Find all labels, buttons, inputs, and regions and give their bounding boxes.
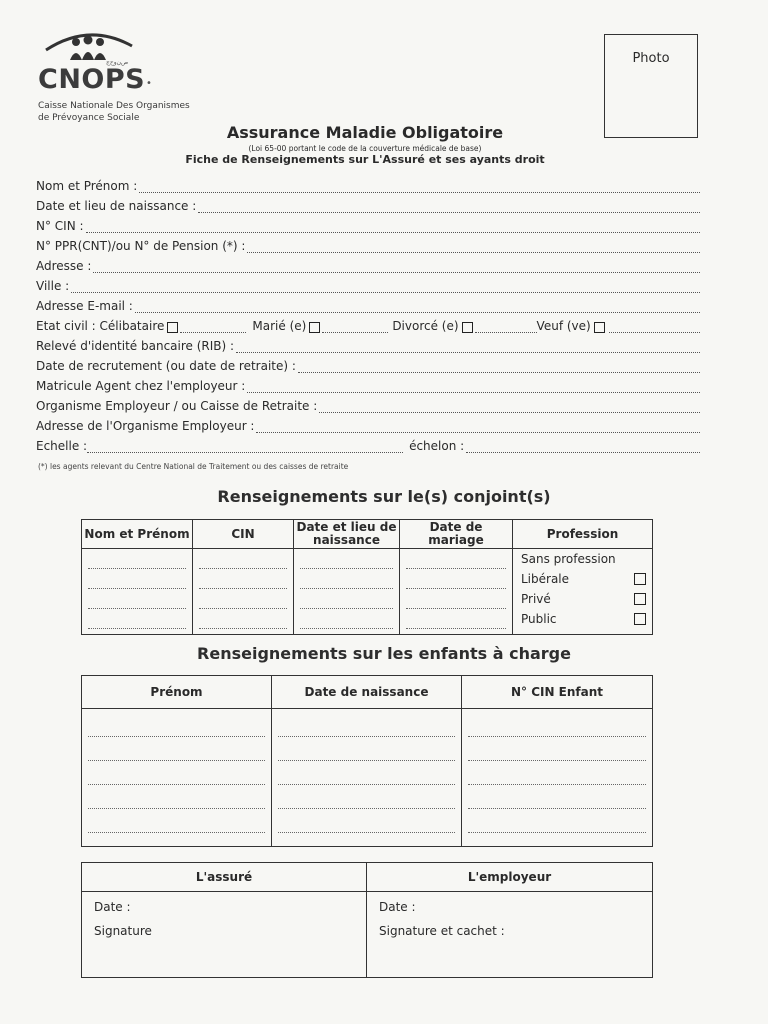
profession-liberale[interactable]: Libérale	[513, 569, 652, 589]
children-section-title: Renseignements sur les enfants à charge	[197, 644, 571, 663]
celibataire-checkbox[interactable]	[167, 322, 178, 333]
assure-date-label: Date :	[94, 900, 131, 914]
spouse-header-naissance: Date et lieu de naissance	[294, 520, 400, 549]
profession-public[interactable]: Public	[513, 609, 652, 629]
children-table	[81, 675, 653, 847]
spouse-section-title: Renseignements sur le(s) conjoint(s)	[217, 487, 551, 506]
field-cin[interactable]: N° CIN :	[36, 217, 700, 233]
liberale-checkbox[interactable]	[634, 573, 646, 585]
law-reference: (Loi 65-00 portant le code de la couverture médicale de base)	[248, 144, 482, 153]
form-subtitle: Fiche de Renseignements sur L'Assuré et ses ayants droit	[185, 153, 545, 166]
form-title: Assurance Maladie Obligatoire	[226, 123, 504, 142]
spouse-naissance-cell[interactable]	[294, 549, 400, 635]
children-header-cin: N° CIN Enfant	[462, 676, 653, 709]
public-checkbox[interactable]	[634, 613, 646, 625]
field-rib[interactable]: Relevé d'identité bancaire (RIB) :	[36, 337, 700, 353]
spouse-profession-cell	[513, 549, 653, 635]
employeur-date-label: Date :	[379, 900, 416, 914]
field-date-recrutement[interactable]: Date de recrutement (ou date de retraite) :	[36, 357, 700, 373]
spouse-header-nom: Nom et Prénom	[82, 520, 193, 549]
children-header-prenom: Prénom	[82, 676, 272, 709]
logo-text: CNOPS	[38, 64, 146, 95]
spouse-nom-cell[interactable]	[82, 549, 193, 635]
spouse-header-profession: Profession	[513, 520, 653, 549]
children-naissance-cell[interactable]	[272, 709, 462, 847]
spouse-cin-cell[interactable]	[193, 549, 294, 635]
field-adresse[interactable]: Adresse :	[36, 257, 700, 273]
employeur-signature-label: Signature et cachet :	[379, 924, 505, 938]
spouse-header-cin: CIN	[193, 520, 294, 549]
field-organisme[interactable]: Organisme Employeur / ou Caisse de Retraite :	[36, 397, 700, 413]
assure-signature-cell[interactable]	[82, 892, 367, 978]
prive-checkbox[interactable]	[634, 593, 646, 605]
field-echelle[interactable]: Echelle : échelon :	[36, 437, 700, 453]
employeur-header: L'employeur	[367, 863, 653, 892]
field-email[interactable]: Adresse E-mail :	[36, 297, 700, 313]
profession-prive[interactable]: Privé	[513, 589, 652, 609]
footnote: (*) les agents relevant du Centre National de Traitement ou des caisses de retraite	[38, 462, 349, 471]
spouse-header-mariage: Date de mariage	[400, 520, 513, 549]
divorce-checkbox[interactable]	[462, 322, 473, 333]
children-header-naissance: Date de naissance	[272, 676, 462, 709]
field-date-lieu-naissance[interactable]: Date et lieu de naissance :	[36, 197, 700, 213]
assure-signature-label: Signature	[94, 924, 152, 938]
signature-table	[81, 862, 653, 978]
field-ville[interactable]: Ville :	[36, 277, 700, 293]
organization-name: Caisse Nationale Des Organismes de Prévoyance Sociale	[38, 101, 190, 123]
logo-arabic-text: ﺹﻥﻭﺡﺝ	[106, 59, 129, 66]
field-nom-prenom[interactable]: Nom et Prénom :	[36, 177, 700, 193]
children-cin-cell[interactable]	[462, 709, 653, 847]
photo-box[interactable]	[604, 34, 698, 138]
field-ppr[interactable]: N° PPR(CNT)/ou N° de Pension (*) :	[36, 237, 700, 253]
spouse-mariage-cell[interactable]	[400, 549, 513, 635]
veuf-checkbox[interactable]	[594, 322, 605, 333]
field-adresse-organisme[interactable]: Adresse de l'Organisme Employeur :	[36, 417, 700, 433]
photo-label: Photo	[632, 51, 670, 66]
children-prenom-cell[interactable]	[82, 709, 272, 847]
field-matricule[interactable]: Matricule Agent chez l'employeur :	[36, 377, 700, 393]
marie-checkbox[interactable]	[309, 322, 320, 333]
employeur-signature-cell[interactable]	[367, 892, 653, 978]
field-etat-civil: Etat civil : Célibataire Marié (e) Divorcé (e) Veuf (ve)	[36, 317, 700, 333]
profession-sans: Sans profession	[521, 552, 616, 566]
cnops-logo: ﺹﻥﻭﺡﺝ CNOPS • Caisse Nationale Des Organismes de Prévoyance Sociale	[36, 28, 196, 128]
spouse-table	[81, 519, 653, 635]
assure-header: L'assuré	[82, 863, 367, 892]
